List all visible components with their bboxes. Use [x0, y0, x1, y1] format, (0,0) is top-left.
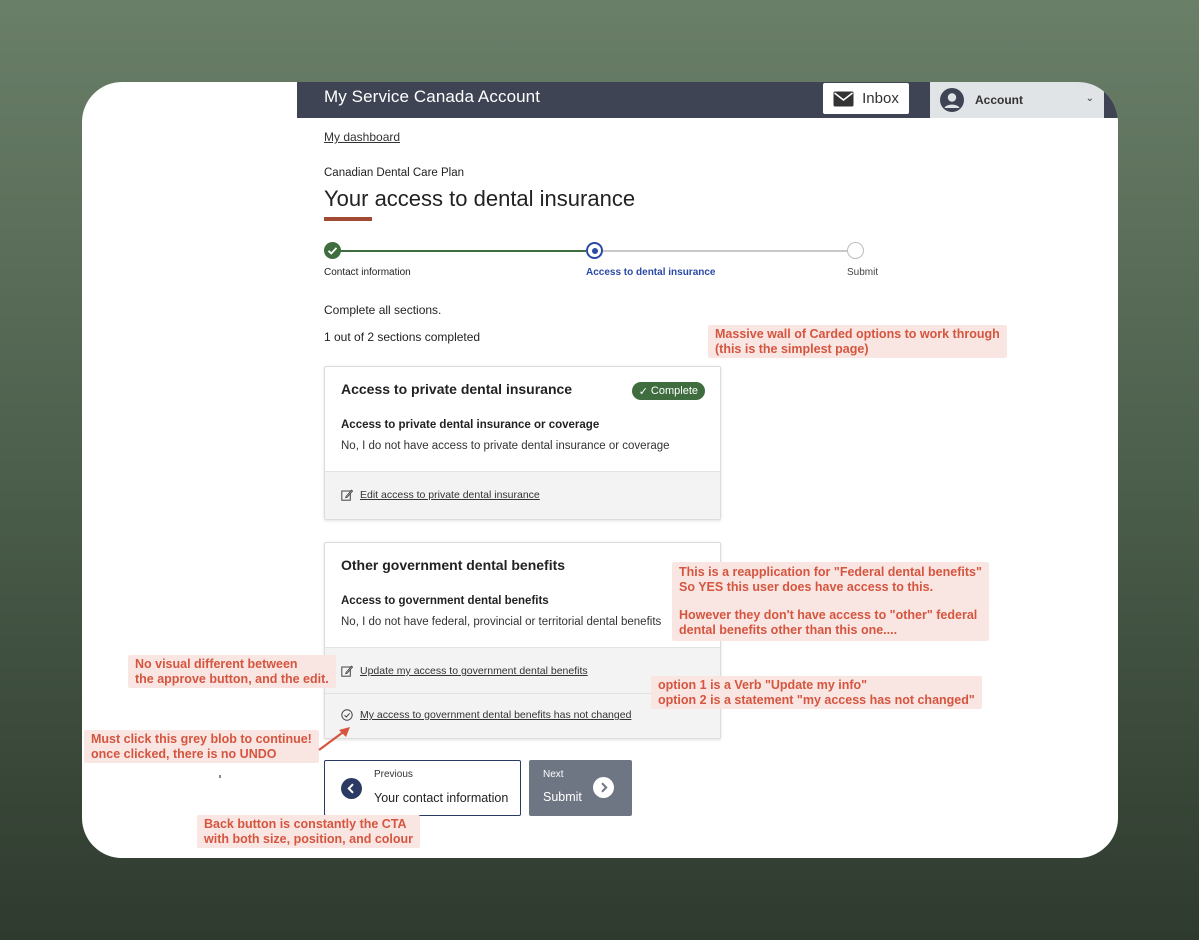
benefits-not-changed-button[interactable] — [341, 709, 631, 721]
page-title: Your access to dental insurance — [324, 186, 636, 211]
site-header — [297, 82, 1118, 118]
step-upcoming-icon — [847, 242, 864, 259]
title-accent-rule — [324, 217, 372, 221]
chevron-down-icon: ⌄ — [1085, 93, 1094, 104]
program-eyebrow: Canadian Dental Care Plan — [324, 167, 465, 179]
card-actions — [325, 471, 720, 519]
annotation-grey-blob — [84, 730, 319, 763]
annotation-line: No visual different between — [135, 657, 298, 671]
annotation-line: option 1 is a Verb "Update my info" — [658, 678, 868, 692]
next-target: Submit — [543, 790, 582, 804]
annotation-line: dental benefits other than this one.... — [679, 622, 898, 637]
envelope-icon — [833, 91, 854, 107]
card-title: Access to private dental insurance — [341, 381, 573, 397]
step-label-contact: Contact information — [324, 267, 411, 278]
check-circle-icon — [341, 709, 353, 721]
annotation-line: the approve button, and the edit. — [135, 671, 329, 686]
previous-target: Your contact information — [374, 791, 509, 805]
annotation-line: option 2 is a statement "my access has not changed" — [658, 692, 975, 707]
site-title[interactable]: My Service Canada Account — [324, 87, 541, 106]
step-label-access: Access to dental insurance — [586, 267, 716, 278]
annotation-arrow-icon — [316, 724, 356, 754]
question-label: Access to government dental benefits — [341, 595, 549, 607]
annotation-wall-of-cards — [708, 325, 1007, 358]
annotation-line: Massive wall of Carded options to work through — [715, 327, 1000, 341]
checkmark-icon: ✓ — [638, 385, 648, 398]
edit-private-insurance-link[interactable] — [341, 489, 540, 501]
breadcrumb-dashboard-link[interactable]: My dashboard — [324, 130, 401, 144]
step-complete-check-icon — [324, 242, 341, 259]
annotation-line: Must click this grey blob to continue! — [91, 732, 312, 746]
action-label: Edit access to private dental insurance — [360, 489, 540, 501]
update-government-benefits-link[interactable] — [341, 665, 588, 677]
annotation-back-button — [197, 815, 420, 848]
step-label-submit: Submit — [847, 267, 879, 278]
sections-progress-text: 1 out of 2 sections completed — [324, 330, 481, 344]
annotation-options — [651, 676, 982, 709]
annotation-line: So YES this user does have access to this. — [679, 579, 934, 594]
question-label: Access to private dental insurance or coverage — [341, 419, 600, 431]
answer-value: No, I do not have access to private dental insurance or coverage — [341, 440, 670, 452]
inbox-button[interactable] — [823, 83, 909, 114]
annotation-line: with both size, position, and colour — [204, 831, 414, 846]
action-label: My access to government dental benefits has not changed — [360, 709, 632, 721]
pencil-edit-icon — [341, 665, 353, 677]
stepper-line-complete — [340, 250, 586, 252]
annotation-spacer — [679, 594, 982, 608]
stray-mark — [219, 775, 221, 778]
step-current-icon — [586, 242, 603, 259]
account-label: Account — [975, 93, 1023, 107]
progress-stepper — [324, 242, 884, 282]
government-benefits-card — [324, 542, 721, 739]
user-avatar-icon — [940, 88, 964, 112]
previous-label: Previous — [374, 769, 413, 780]
next-button[interactable] — [529, 760, 632, 816]
annotation-line: (this is the simplest page) — [715, 341, 869, 356]
answer-value: No, I do not have federal, provincial or territorial dental benefits — [341, 616, 662, 628]
inbox-label: Inbox — [862, 90, 899, 107]
annotation-line: However they don't have access to "other" federal — [679, 608, 978, 622]
account-menu-button[interactable] — [930, 82, 1104, 118]
complete-all-instruction: Complete all sections. — [324, 303, 442, 317]
status-badge — [632, 382, 705, 400]
annotation-line: Back button is constantly the CTA — [204, 817, 407, 831]
chevron-right-icon — [593, 777, 614, 798]
card-title: Other government dental benefits — [341, 557, 566, 573]
next-label: Next — [543, 769, 564, 780]
chevron-left-icon — [341, 778, 362, 799]
action-label: Update my access to government dental benefits — [360, 665, 588, 677]
private-insurance-card — [324, 366, 721, 520]
annotation-line: This is a reapplication for "Federal dental benefits" — [679, 565, 982, 579]
previous-button[interactable] — [324, 760, 521, 816]
annotation-line: once clicked, there is no UNDO — [91, 746, 277, 761]
annotation-reapplication — [672, 562, 989, 641]
stepper-line-upcoming — [602, 250, 848, 252]
status-badge-label: Complete — [650, 385, 698, 397]
pencil-edit-icon — [341, 489, 353, 501]
annotation-no-visual-difference — [128, 655, 336, 688]
